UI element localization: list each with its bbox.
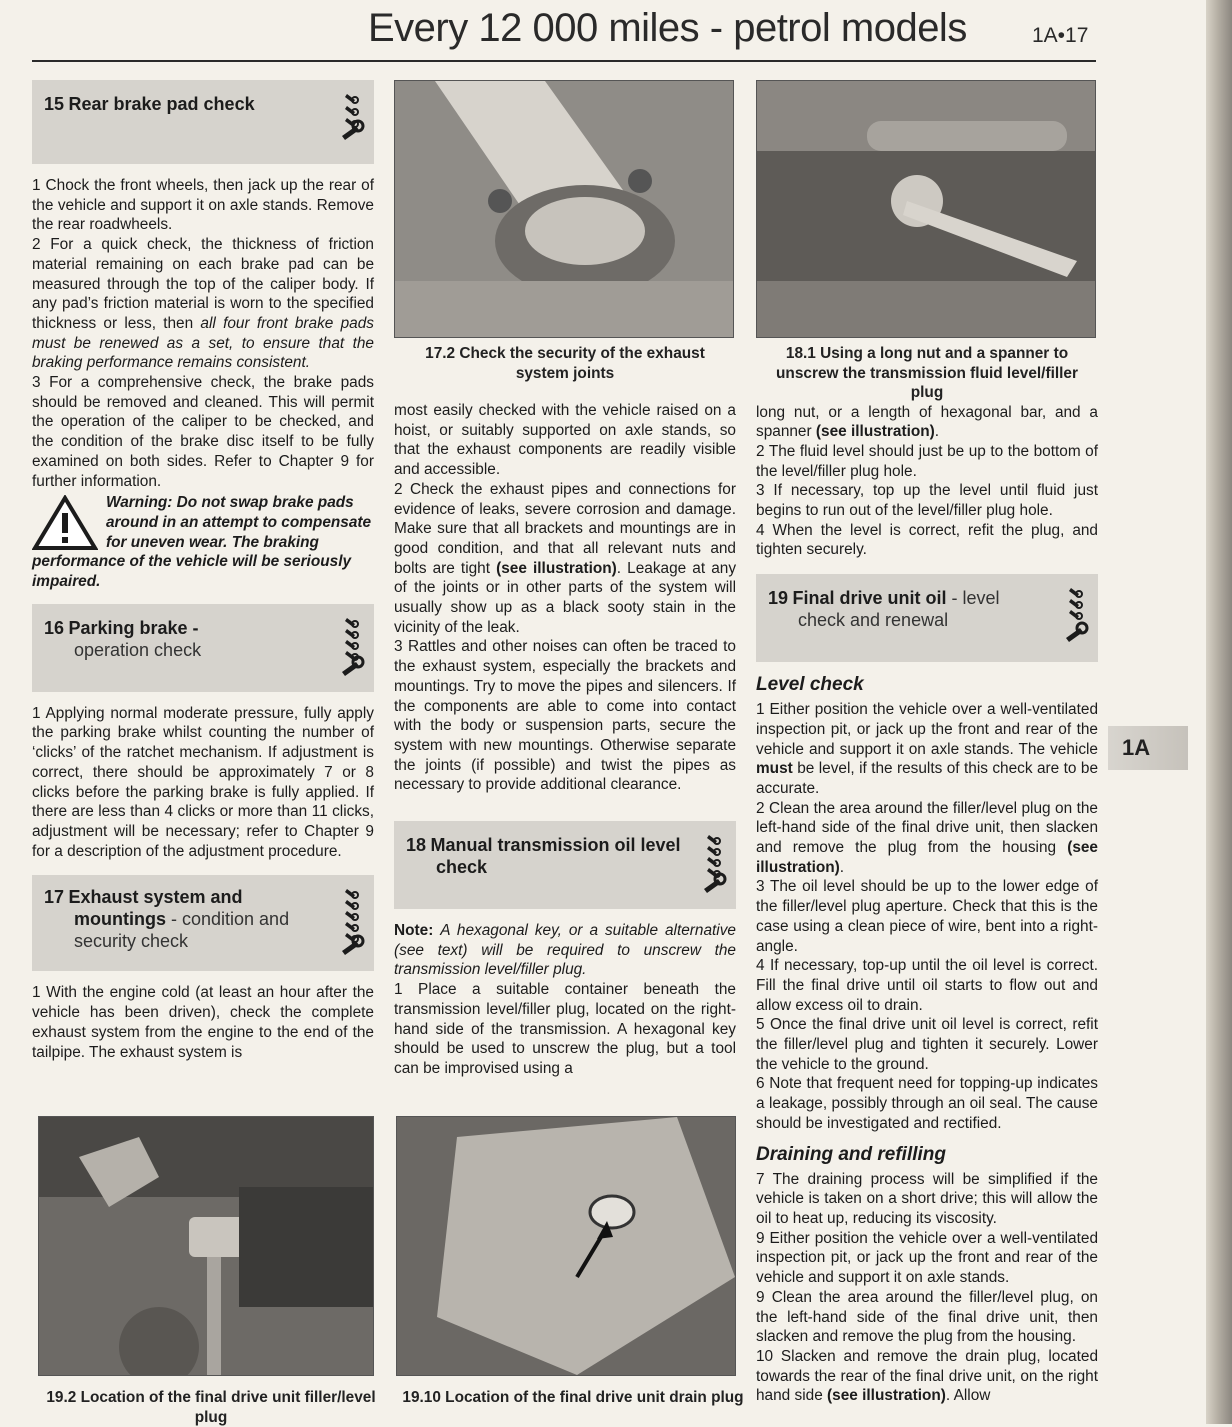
s18-note: Note: A hexagonal key, or a suitable alternative (see text) will be required to unscrew the transmission level/filler plug. (394, 922, 736, 979)
column-right (756, 80, 1098, 1406)
figure-19-10-photo (396, 1116, 736, 1376)
section-18-title-line-2: check (436, 857, 488, 878)
section-18-title-line-1: Manual transmission oil level (430, 835, 681, 856)
s19-para-9: 9 Clean the area around the filler/level plug, on the left-hand side of the final drive unit, then slacken and remove the plug from the housing. (756, 1288, 1098, 1346)
section-17-title-line-3: security check (74, 931, 189, 952)
s19-para-6: 6 Note that frequent need for topping-up indicates a leakage, possibly through an oil seal. The cause should be investigated and rectified. (756, 1075, 1098, 1132)
section-18-header (394, 821, 736, 909)
figure-18-1-caption: 18.1 Using a long nut and a spanner to unscrew the transmission fluid level/filler plug (776, 345, 1078, 401)
section-16-title-light: operation check (74, 639, 202, 660)
s15-warning (32, 493, 374, 592)
s19-para-8: 9 Either position the vehicle over a well-ventilated inspection pit, or jack up the front and rear of the vehicle and support it on axle stands. (756, 1229, 1098, 1287)
figure-19-2-caption: 19.2 Location of the final drive unit filler/level plug (46, 1389, 376, 1426)
section-16-number: 16 (44, 617, 65, 638)
s17-para-3: 3 Rattles and other noises can often be traced to the exhaust system, especially the brackets and mountings. Try to move the pipes and silencers. If the components are able to come into contact with the body or suspension parts, secure the system with new mountings. Otherwise separate the joints (if possible) and twist the pipes as necessary to provide additional clearance. (394, 638, 736, 794)
section-19-header: 19 Final drive unit oil - level check and renewal (756, 574, 1098, 662)
section-15-title: Rear brake pad check (68, 94, 255, 114)
s15-warning-text: Warning: Do not swap brake pads around in an attempt to compensate for uneven wear. The braking performance of the vehicle will be seriously impaired. (32, 494, 372, 591)
section-19-number: 19 (768, 588, 789, 609)
spanner-difficulty-icon (1060, 582, 1090, 654)
s19-para-5: 5 Once the final drive unit oil level is correct, refit the filler/level plug and tighten it securely. Lower the vehicle to the ground. (756, 1016, 1098, 1073)
s15-para-1: 1 Chock the front wheels, then jack up the rear of the vehicle and support it on axle stands. Remove the rear roadwheels. (32, 177, 375, 234)
s15-para-2: 2 For a quick check, the thickness of friction material remaining on each brake pad can be measured through the top of the caliper body. If any pad’s friction material is worn to the specified thickness or less, then all four front brake pads must be renewed as a set, to ensure that the braking performance remains consistent. (32, 236, 374, 372)
s19-para-10: 10 Slacken and remove the drain plug, located towards the rear of the final drive unit, on the right hand side (see illustration). Allow (756, 1347, 1099, 1405)
column-middle (394, 80, 744, 1406)
s15-para-3: 3 For a comprehensive check, the brake pads should be removed and cleaned. This will permit the operation of the caliper to be checked, and the condition of the brake disc itself to be fully examined on both sides. Refer to Chapter 9 for further information. (32, 374, 374, 490)
s18-para-4: 4 When the level is correct, refit the plug, and tighten securely. (756, 521, 1098, 559)
s16-para-1: 1 Applying normal moderate pressure, fully apply the parking brake whilst counting the number of ‘clicks’ of the ratchet mechanism. If adjustment is correct, there should be approximately 7 or 8 clicks before the parking brake is fully applied. If there are less than 4 clicks or more than 11 clicks, adjustment will be necessary; refer to Chapter 9 for a description of the adjustment procedure. (32, 704, 374, 860)
section-17-number: 17 (44, 887, 65, 908)
figure-17-2-caption: 17.2 Check the security of the exhaust system joints (425, 345, 705, 382)
section-19-title-bold: Final drive unit oil (792, 588, 947, 609)
spanner-difficulty-icon (698, 829, 728, 901)
section-15-number: 15 (44, 94, 65, 114)
page-number: 1A•17 (1032, 24, 1089, 47)
header-rule (32, 60, 1096, 62)
spanner-difficulty-icon (336, 612, 366, 684)
section-17-title-line-1: Exhaust system and (68, 887, 243, 908)
s19-subhead-level-check: Level check (756, 674, 864, 696)
figure-18-1-photo (756, 80, 1096, 338)
column-left (32, 80, 376, 1426)
s19-para-4: 4 If necessary, top-up until the oil level is correct. Fill the final drive until oil starts to flow out and allow excess oil to drain. (756, 957, 1098, 1014)
s18-para-2: 2 The fluid level should just be up to the bottom of the level/filler plug hole. (756, 442, 1099, 480)
s17-para-1-cont: most easily checked with the vehicle raised on a hoist, or suitably supported on axle stands, so that the exhaust components are readily visible and accessible. (394, 402, 736, 479)
s19-subhead-draining: Draining and refilling (756, 1143, 947, 1165)
s19-para-2: 2 Clean the area around the filler/level plug on the left-hand side of the final drive unit, then slacken and remove the plug from the housing (see illustration). (756, 799, 1098, 876)
s17-para-2: 2 Check the exhaust pipes and connections for evidence of leaks, severe corrosion and damage. Make sure that all brackets and mountings are in good condition, and that all relevant nuts and bolts are tight (see illustration). Leakage at any of the joints or in other parts of the system will usually show up as a black sooty stain in the vicinity of the leak. (394, 480, 737, 636)
spanner-difficulty-icon (336, 88, 366, 156)
s18-para-1-start: 1 Place a suitable container beneath the transmission level/filler plug, located on the right-hand side of the transmission. A hexagonal key should be used to unscrew the plug, but a tool can be improvised using a (394, 981, 736, 1077)
s19-para-1: 1 Either position the vehicle over a well-ventilated inspection pit, or jack up the front and rear of the vehicle and support it on axle stands. The vehicle must be level, if the results of this check are to be accurate. (756, 701, 1098, 797)
s18-para-1-cont: long nut, or a length of hexagonal bar, and a spanner (see illustration). (756, 403, 1098, 441)
chapter-side-tab: 1A (1108, 726, 1188, 770)
figure-17-2-photo (394, 80, 734, 338)
page-header-title: Every 12 000 miles - petrol models (368, 6, 967, 50)
section-19-title-light: check and renewal (798, 610, 949, 631)
section-16-header (32, 604, 374, 692)
section-17-header: 17 Exhaust system and mountings - condition and security check (32, 875, 374, 971)
section-16-title-bold: Parking brake - (68, 617, 199, 638)
figure-19-2-photo (38, 1116, 374, 1376)
section-18-number: 18 (406, 835, 427, 856)
figure-19-10-caption: 19.10 Location of the final drive unit drain plug (402, 1389, 744, 1406)
warning-triangle-icon (32, 495, 98, 551)
spanner-difficulty-icon (336, 883, 366, 959)
section-15-header (32, 80, 374, 164)
section-17-title-line-2: mountings (74, 909, 166, 930)
s19-para-7: 7 The draining process will be simplified if the vehicle is taken on a short drive; this will allow the oil to heat up, reducing its viscosity. (756, 1170, 1098, 1227)
s18-para-3: 3 If necessary, top up the level until fluid just begins to run out of the level/filler plug hole. (756, 482, 1098, 520)
page-edge-shadow (1206, 0, 1232, 1424)
s19-para-3: 3 The oil level should be up to the lower edge of the filler/level plug aperture. Check that this is the case using a clean piece of wire, bent into a right-angle. (756, 878, 1098, 955)
s17-para-1-start: 1 With the engine cold (at least an hour after the vehicle has been driven), check the complete exhaust system from the engine to the end of the tailpipe. The exhaust system is (32, 984, 374, 1061)
